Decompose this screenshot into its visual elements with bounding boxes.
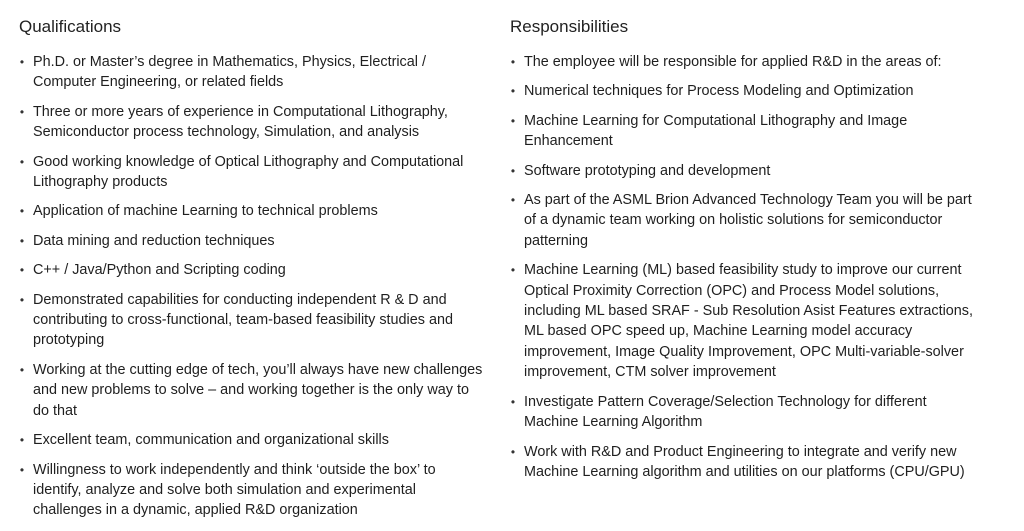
bullet-icon: •	[19, 292, 25, 307]
bullet-icon: •	[19, 55, 25, 69]
list-item	[19, 460, 484, 521]
bullet-icon: •	[19, 154, 25, 169]
bullet-icon: •	[19, 433, 25, 448]
list-item-text: Ph.D. or Master’s degree in Mathematics, Physics, Electrical / Computer Engineering, or related fields	[33, 54, 426, 91]
responsibilities-heading: Responsibilities	[510, 17, 629, 36]
bullet-icon: •	[19, 104, 25, 119]
list-item	[510, 260, 980, 382]
list-item	[19, 430, 484, 450]
list-item	[510, 161, 980, 181]
responsibilities-section	[510, 0, 980, 491]
list-item-text: Good working knowledge of Optical Lithography and Computational Lithography products	[33, 153, 464, 191]
list-item	[510, 392, 980, 433]
bullet-icon: •	[510, 444, 516, 459]
list-item-text: Investigate Pattern Coverage/Selection Technology for different Machine Learning Algorithm	[524, 393, 927, 431]
list-item-text: Work with R&D and Product Engineering to integrate and verify new Machine Learning algorithm and utilities on our platforms (CPU/GPU)	[524, 443, 965, 480]
list-item	[510, 111, 980, 152]
list-item-text: Software prototyping and development	[524, 162, 771, 179]
list-item	[19, 290, 484, 351]
list-item-text: Numerical techniques for Process Modeling and Optimization	[524, 83, 914, 100]
list-item	[19, 52, 484, 93]
list-item-text: Machine Learning (ML) based feasibility study to improve our current Optical Proximity Correction (OPC) and Process Model solutions, including ML based SRAF - Sub Resolution Asist Features extractions, ML based OPC speed up, Machine Learning model accuracy improvement, Image Quality Improvement, OPC Multi-variable-solver improvement, CTM solver improvement	[524, 262, 973, 381]
list-item	[19, 102, 484, 143]
list-item	[19, 360, 484, 421]
bullet-icon: •	[510, 113, 516, 128]
list-item	[19, 152, 484, 193]
bullet-icon: •	[510, 394, 516, 409]
bullet-icon: •	[19, 204, 25, 219]
list-item-text: Three or more years of experience in Computational Lithography, Semiconductor process technology, Simulation, and analysis	[33, 103, 448, 141]
list-item	[510, 190, 980, 251]
bullet-icon: •	[510, 263, 516, 278]
list-item-text: As part of the ASML Brion Advanced Technology Team you will be part of a dynamic team working on holistic solutions for semiconductor patterning	[524, 192, 972, 249]
list-item	[19, 260, 484, 280]
list-item-text: Willingness to work independently and think ‘outside the box’ to identify, analyze and solve both simulation and experimental challenges in a dynamic, applied R&D organization	[33, 461, 436, 519]
qualifications-section	[19, 0, 484, 530]
qualifications-list	[19, 52, 484, 521]
list-item-text: Machine Learning for Computational Lithography and Image Enhancement	[524, 112, 908, 150]
bullet-icon: •	[510, 84, 516, 99]
bullet-icon: •	[510, 163, 516, 178]
bullet-icon: •	[510, 193, 516, 208]
list-item-text: Excellent team, communication and organizational skills	[33, 432, 389, 449]
list-item	[19, 231, 484, 251]
bullet-icon: •	[19, 462, 25, 477]
list-item	[510, 52, 980, 72]
list-item-text: Data mining and reduction techniques	[33, 232, 275, 249]
list-item	[510, 81, 980, 101]
bullet-icon: •	[19, 233, 25, 248]
responsibilities-list	[510, 52, 980, 482]
list-item-text: Working at the cutting edge of tech, you’ll always have new challenges and new problems to solve – and working together is the only way to do that	[33, 361, 483, 419]
list-item-text: The employee will be responsible for applied R&D in the areas of:	[524, 54, 942, 70]
list-item-text: Demonstrated capabilities for conducting independent R & D and contributing to cross-functional, team-based feasibility studies and prototyping	[33, 291, 453, 349]
bullet-icon: •	[510, 55, 516, 69]
list-item-text: Application of machine Learning to technical problems	[33, 203, 378, 220]
bullet-icon: •	[19, 263, 25, 278]
list-item	[510, 442, 980, 483]
bullet-icon: •	[19, 362, 25, 377]
list-item-text: C++ / Java/Python and Scripting coding	[33, 262, 286, 279]
qualifications-heading: Qualifications	[19, 17, 122, 36]
list-item	[19, 201, 484, 221]
